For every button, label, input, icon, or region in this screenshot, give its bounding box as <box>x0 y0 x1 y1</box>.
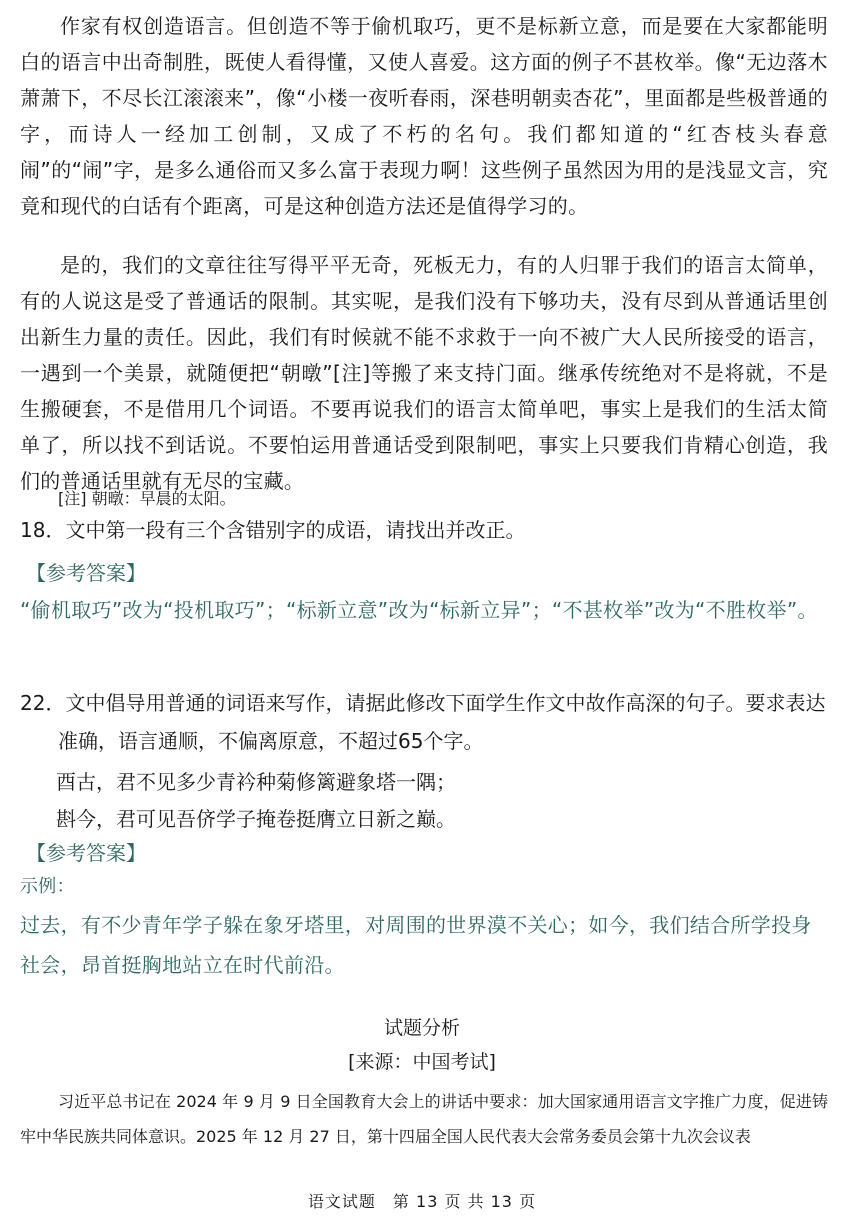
answer-label-22: 【参考答案】 <box>26 841 146 865</box>
question-22: 22．文中倡导用普通的词语来写作，请据此修改下面学生作文中故作高深的句子。要求表达准确，语言通顺，不偏离原意，不超过65个字。 <box>20 691 826 753</box>
analysis-title: 试题分析 <box>383 1017 460 1039</box>
question-18: 18．文中第一段有三个含错别字的成语，请找出并改正。 <box>20 518 526 542</box>
answer-label-18: 【参考答案】 <box>26 561 146 585</box>
page-footer: 语文试题 第 13 页 共 13 页 <box>307 1192 537 1211</box>
student-sentence-1: 酉古，君不见多少青衿种菊修篱避象塔一隅； <box>56 770 456 794</box>
footnote: [注] 朝暾：早晨的太阳。 <box>58 489 236 508</box>
passage-paragraph-1: 作家有权创造语言。但创造不等于偷机取巧，更不是标新立意，而是要在大家都能明白的语言中出奇制胜，既使人看得懂，又使人喜爱。这方面的例子不甚枚举。像“无边落木萧萧下，不尽长江滚滚来”，像“小楼一夜听春雨，深巷明朝卖杏花”，里面都是些极普通的字，而诗人一经加工创制，又成了不朽的名句。我们都知道的“红杏枝头春意闹”的“闹”字，是多么通俗而又多么富于表现力啊！这些例子虽然因为用的是浅显文言，究竟和现代的白话有个距离，可是这种创造方法还是值得学习的。 <box>20 14 828 218</box>
analysis-source: [来源：中国考试] <box>348 1051 496 1073</box>
answer-18: “偷机取巧”改为“投机取巧”；“标新立意”改为“标新立异”；“不甚枚举”改为“不胜枚举”。 <box>20 598 818 622</box>
example-label: 示例： <box>20 876 75 897</box>
passage-paragraph-2: 是的，我们的文章往往写得平平无奇，死板无力，有的人归罪于我们的语言太简单，有的人说这是受了普通话的限制。其实呢，是我们没有下够功夫，没有尽到从普通话里创出新生力量的责任。因此，我们有时候就不能不求救于一向不被广大人民所接受的语言，一遇到一个美景，就随便把“朝暾”[注]等搬了来支持门面。继承传统绝对不是将就，不是生搬硬套，不是借用几个词语。不要再说我们的语言太简单吧，事实上是我们的生活太简单了，所以找不到话说。不要怕运用普通话受到限制吧，事实上只要我们肯精心创造，我们的普通话里就有无尽的宝藏。 <box>20 253 828 493</box>
student-sentence-2: 斟今，君可见吾侪学子掩卷挺膺立日新之巅。 <box>56 807 456 831</box>
analysis-text: 习近平总书记在 2024 年 9 月 9 日全国教育大会上的讲话中要求：加大国家通用语言文字推广力度，促进铸牢中华民族共同体意识。2025 年 12 月 27 日，第十四届全国人民代表大会常务委员会第十九次会议表 <box>20 1092 828 1146</box>
answer-22: 过去，有不少青年学子躲在象牙塔里，对周围的世界漠不关心；如今，我们结合所学投身社会，昂首挺胸地站立在时代前沿。 <box>20 913 812 977</box>
